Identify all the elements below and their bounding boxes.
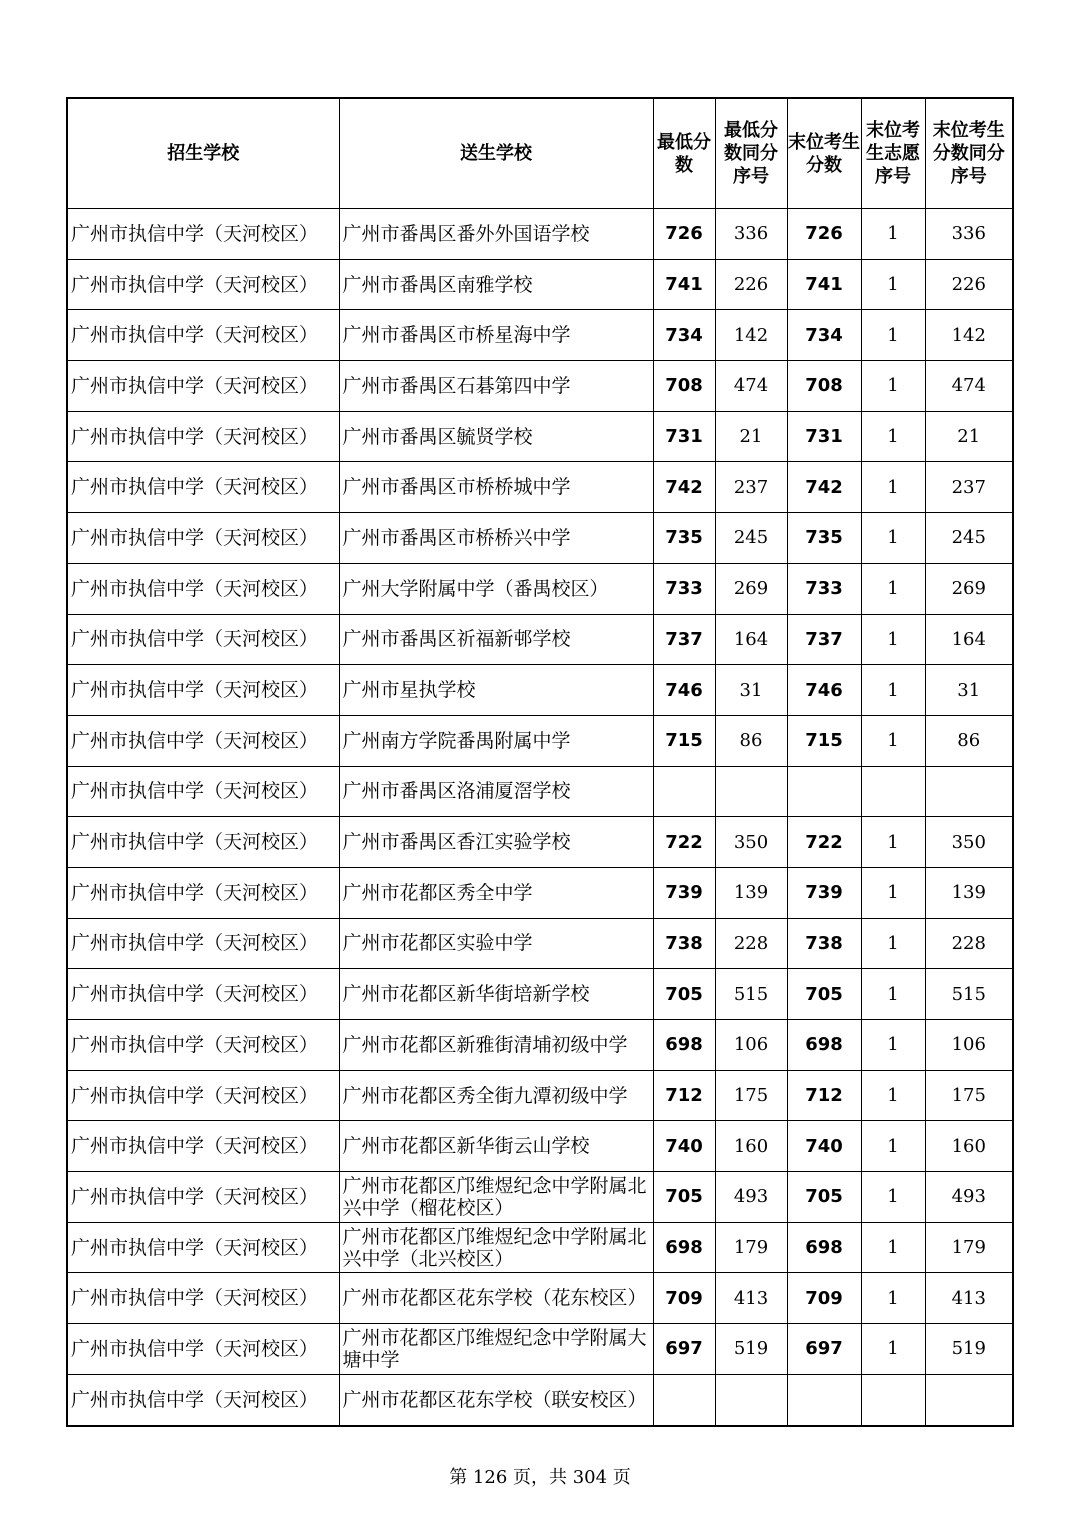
min-score-cell: 708 [653,361,715,412]
last-score-rank-cell: 228 [925,918,1013,969]
header-last-score-rank: 末位考生分数同分序号 [925,98,1013,209]
sending-school-cell: 广州市番禺区祈福新邨学校 [339,614,653,665]
min-score-rank-cell: 519 [715,1324,787,1375]
sending-school-cell: 广州市番禺区石碁第四中学 [339,361,653,412]
sending-school-cell: 广州市花都区邝维煜纪念中学附属大塘中学 [339,1324,653,1375]
header-min-score: 最低分数 [653,98,715,209]
min-score-rank-cell: 179 [715,1222,787,1273]
enrolling-school-cell: 广州市执信中学（天河校区） [67,817,339,868]
min-score-rank-cell: 106 [715,1020,787,1071]
min-score-rank-cell: 474 [715,361,787,412]
table-row [67,817,1013,868]
sending-school-cell: 广州市花都区秀全中学 [339,867,653,918]
min-score-rank-cell: 350 [715,817,787,868]
last-score-rank-cell: 413 [925,1273,1013,1324]
table-row [67,1121,1013,1172]
sending-school-cell: 广州市花都区邝维煜纪念中学附属北兴中学（北兴校区） [339,1222,653,1273]
table-row [67,1273,1013,1324]
table-row [67,969,1013,1020]
last-score-cell: 726 [787,209,861,260]
header-last-score: 末位考生分数 [787,98,861,209]
min-score-rank-cell: 245 [715,513,787,564]
min-score-rank-cell: 269 [715,563,787,614]
last-score-cell: 735 [787,513,861,564]
table-row [67,361,1013,412]
min-score-cell: 739 [653,867,715,918]
enrolling-school-cell: 广州市执信中学（天河校区） [67,1020,339,1071]
last-preference-cell: 1 [861,1222,925,1273]
last-score-rank-cell: 21 [925,411,1013,462]
last-score-rank-cell: 164 [925,614,1013,665]
min-score-cell [653,766,715,817]
table-row [67,665,1013,716]
min-score-rank-cell: 139 [715,867,787,918]
last-score-rank-cell: 493 [925,1172,1013,1223]
last-score-rank-cell: 269 [925,563,1013,614]
last-preference-cell: 1 [861,563,925,614]
min-score-cell: 734 [653,310,715,361]
last-preference-cell: 1 [861,462,925,513]
last-score-cell: 739 [787,867,861,918]
sending-school-cell: 广州市番禺区番外外国语学校 [339,209,653,260]
last-score-rank-cell: 474 [925,361,1013,412]
last-preference-cell: 1 [861,1172,925,1223]
last-score-rank-cell: 515 [925,969,1013,1020]
min-score-rank-cell: 142 [715,310,787,361]
min-score-rank-cell: 31 [715,665,787,716]
header-last-preference: 末位考生志愿序号 [861,98,925,209]
table-row [67,1222,1013,1273]
header-row [67,98,1013,209]
enrolling-school-cell: 广州市执信中学（天河校区） [67,1070,339,1121]
last-score-cell: 705 [787,1172,861,1223]
last-score-rank-cell: 175 [925,1070,1013,1121]
last-score-cell: 697 [787,1324,861,1375]
table-row [67,715,1013,766]
last-score-rank-cell: 350 [925,817,1013,868]
min-score-cell: 698 [653,1222,715,1273]
min-score-cell: 746 [653,665,715,716]
last-score-cell: 731 [787,411,861,462]
table-row [67,918,1013,969]
enrolling-school-cell: 广州市执信中学（天河校区） [67,766,339,817]
table-row [67,209,1013,260]
page-footer: 第 126 页，共 304 页 [449,1467,631,1488]
last-preference-cell: 1 [861,310,925,361]
last-score-rank-cell: 226 [925,259,1013,310]
sending-school-cell: 广州市番禺区洛浦厦滘学校 [339,766,653,817]
sending-school-cell: 广州市番禺区南雅学校 [339,259,653,310]
last-preference-cell [861,766,925,817]
last-preference-cell: 1 [861,867,925,918]
table-row [67,1324,1013,1375]
last-preference-cell: 1 [861,1273,925,1324]
enrolling-school-cell: 广州市执信中学（天河校区） [67,563,339,614]
last-score-cell: 742 [787,462,861,513]
last-score-rank-cell: 519 [925,1324,1013,1375]
last-preference-cell: 1 [861,1324,925,1375]
min-score-rank-cell: 175 [715,1070,787,1121]
min-score-cell: 709 [653,1273,715,1324]
last-preference-cell: 1 [861,817,925,868]
enrolling-school-cell: 广州市执信中学（天河校区） [67,715,339,766]
min-score-cell: 737 [653,614,715,665]
table-row [67,867,1013,918]
min-score-cell: 715 [653,715,715,766]
min-score-rank-cell: 164 [715,614,787,665]
sending-school-cell: 广州市花都区新华街培新学校 [339,969,653,1020]
min-score-rank-cell: 86 [715,715,787,766]
enrolling-school-cell: 广州市执信中学（天河校区） [67,665,339,716]
last-score-cell [787,766,861,817]
enrolling-school-cell: 广州市执信中学（天河校区） [67,1172,339,1223]
enrolling-school-cell: 广州市执信中学（天河校区） [67,969,339,1020]
last-preference-cell: 1 [861,614,925,665]
last-preference-cell: 1 [861,513,925,564]
enrolling-school-cell: 广州市执信中学（天河校区） [67,867,339,918]
enrolling-school-cell: 广州市执信中学（天河校区） [67,1222,339,1273]
sending-school-cell: 广州南方学院番禺附属中学 [339,715,653,766]
header-min-score-rank: 最低分数同分序号 [715,98,787,209]
min-score-cell: 742 [653,462,715,513]
last-score-cell: 746 [787,665,861,716]
table-row [67,310,1013,361]
sending-school-cell: 广州市番禺区市桥桥城中学 [339,462,653,513]
min-score-cell [653,1374,715,1425]
last-score-rank-cell: 31 [925,665,1013,716]
min-score-cell: 698 [653,1020,715,1071]
enrolling-school-cell: 广州市执信中学（天河校区） [67,918,339,969]
last-score-cell: 705 [787,969,861,1020]
last-score-cell: 709 [787,1273,861,1324]
header-sending-school: 送生学校 [339,98,653,209]
min-score-cell: 741 [653,259,715,310]
last-score-rank-cell: 86 [925,715,1013,766]
sending-school-cell: 广州大学附属中学（番禺校区） [339,563,653,614]
sending-school-cell: 广州市花都区新雅街清埔初级中学 [339,1020,653,1071]
min-score-rank-cell: 160 [715,1121,787,1172]
last-preference-cell: 1 [861,969,925,1020]
last-score-cell: 708 [787,361,861,412]
last-preference-cell: 1 [861,918,925,969]
last-preference-cell: 1 [861,411,925,462]
enrolling-school-cell: 广州市执信中学（天河校区） [67,614,339,665]
table-row [67,1070,1013,1121]
sending-school-cell: 广州市花都区秀全街九潭初级中学 [339,1070,653,1121]
table-row [67,411,1013,462]
sending-school-cell: 广州市花都区邝维煜纪念中学附属北兴中学（榴花校区） [339,1172,653,1223]
last-score-cell: 698 [787,1020,861,1071]
min-score-rank-cell: 515 [715,969,787,1020]
last-score-cell: 733 [787,563,861,614]
min-score-rank-cell: 237 [715,462,787,513]
enrolling-school-cell: 广州市执信中学（天河校区） [67,1273,339,1324]
last-score-rank-cell: 179 [925,1222,1013,1273]
enrolling-school-cell: 广州市执信中学（天河校区） [67,1374,339,1425]
sending-school-cell: 广州市花都区花东学校（花东校区） [339,1273,653,1324]
last-score-cell: 712 [787,1070,861,1121]
table-row [67,563,1013,614]
table-row [67,1172,1013,1223]
enrolling-school-cell: 广州市执信中学（天河校区） [67,462,339,513]
min-score-rank-cell: 336 [715,209,787,260]
sending-school-cell: 广州市番禺区市桥桥兴中学 [339,513,653,564]
min-score-rank-cell: 21 [715,411,787,462]
last-score-rank-cell: 106 [925,1020,1013,1071]
min-score-cell: 740 [653,1121,715,1172]
last-score-cell [787,1374,861,1425]
table-row [67,766,1013,817]
table-row [67,1374,1013,1425]
last-score-cell: 715 [787,715,861,766]
sending-school-cell: 广州市花都区实验中学 [339,918,653,969]
min-score-rank-cell: 413 [715,1273,787,1324]
header-enrolling-school: 招生学校 [67,98,339,209]
last-score-cell: 738 [787,918,861,969]
enrolling-school-cell: 广州市执信中学（天河校区） [67,310,339,361]
last-score-cell: 698 [787,1222,861,1273]
last-preference-cell: 1 [861,665,925,716]
last-preference-cell: 1 [861,209,925,260]
table-row [67,462,1013,513]
sending-school-cell: 广州市花都区新华街云山学校 [339,1121,653,1172]
min-score-rank-cell [715,766,787,817]
min-score-rank-cell: 226 [715,259,787,310]
last-score-rank-cell: 245 [925,513,1013,564]
min-score-cell: 738 [653,918,715,969]
last-score-cell: 722 [787,817,861,868]
last-score-rank-cell: 237 [925,462,1013,513]
last-score-rank-cell: 142 [925,310,1013,361]
min-score-cell: 735 [653,513,715,564]
last-preference-cell: 1 [861,361,925,412]
last-preference-cell: 1 [861,715,925,766]
enrolling-school-cell: 广州市执信中学（天河校区） [67,513,339,564]
min-score-cell: 722 [653,817,715,868]
enrolling-school-cell: 广州市执信中学（天河校区） [67,411,339,462]
min-score-cell: 705 [653,1172,715,1223]
min-score-cell: 726 [653,209,715,260]
last-preference-cell: 1 [861,1020,925,1071]
min-score-rank-cell: 493 [715,1172,787,1223]
last-score-cell: 741 [787,259,861,310]
last-score-rank-cell [925,766,1013,817]
last-preference-cell: 1 [861,1070,925,1121]
last-score-rank-cell: 160 [925,1121,1013,1172]
enrolling-school-cell: 广州市执信中学（天河校区） [67,259,339,310]
last-score-cell: 740 [787,1121,861,1172]
table-row [67,614,1013,665]
last-score-cell: 734 [787,310,861,361]
min-score-cell: 697 [653,1324,715,1375]
sending-school-cell: 广州市番禺区香江实验学校 [339,817,653,868]
min-score-cell: 705 [653,969,715,1020]
min-score-cell: 733 [653,563,715,614]
sending-school-cell: 广州市番禺区毓贤学校 [339,411,653,462]
min-score-cell: 731 [653,411,715,462]
min-score-rank-cell: 228 [715,918,787,969]
last-score-rank-cell: 139 [925,867,1013,918]
enrolling-school-cell: 广州市执信中学（天河校区） [67,1324,339,1375]
sending-school-cell: 广州市花都区花东学校（联安校区） [339,1374,653,1425]
min-score-cell: 712 [653,1070,715,1121]
enrolling-school-cell: 广州市执信中学（天河校区） [67,361,339,412]
last-preference-cell: 1 [861,1121,925,1172]
admission-table [66,97,1014,1427]
table-row [67,259,1013,310]
sending-school-cell: 广州市星执学校 [339,665,653,716]
enrolling-school-cell: 广州市执信中学（天河校区） [67,209,339,260]
last-score-rank-cell: 336 [925,209,1013,260]
table-row [67,1020,1013,1071]
last-score-cell: 737 [787,614,861,665]
table-row [67,513,1013,564]
sending-school-cell: 广州市番禺区市桥星海中学 [339,310,653,361]
last-preference-cell [861,1374,925,1425]
last-preference-cell: 1 [861,259,925,310]
last-score-rank-cell [925,1374,1013,1425]
min-score-rank-cell [715,1374,787,1425]
enrolling-school-cell: 广州市执信中学（天河校区） [67,1121,339,1172]
